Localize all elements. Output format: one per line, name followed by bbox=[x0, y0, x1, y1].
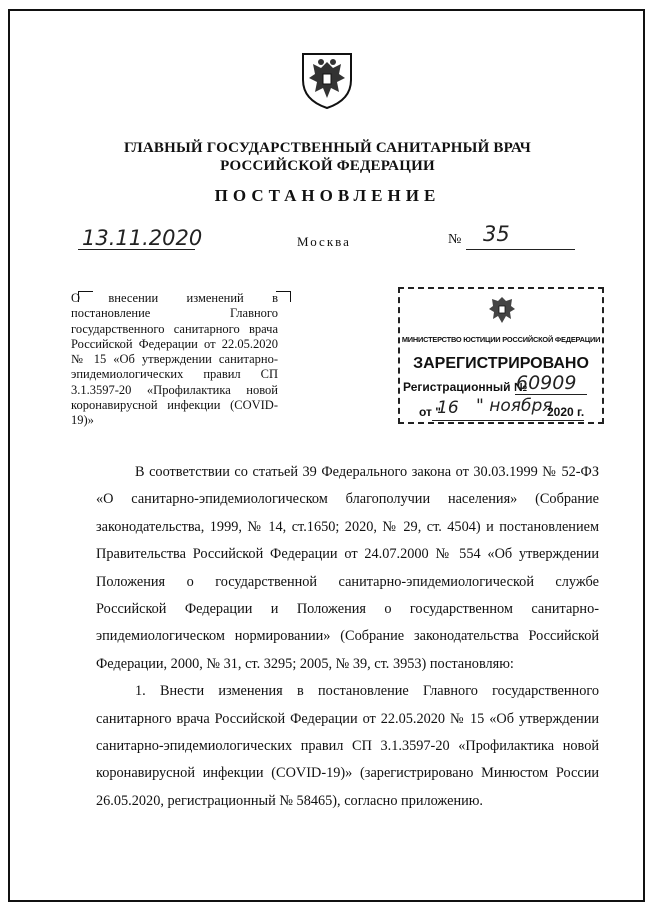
document-subject: О внесении изменений в постановление Главного государственного санитарного врача Российской Федерации от 22.05.2020 № 15 «Об утверждении санитарно-эпидемиологических правил СП 3.1.3597-20 «Профилактика новой коронавирусной инфекции (COVID-19)» bbox=[71, 291, 278, 428]
city: Москва bbox=[297, 234, 351, 249]
stamp-day: 16 bbox=[437, 398, 459, 418]
stamp-from-label: от " bbox=[419, 405, 441, 419]
number-sign: № bbox=[448, 232, 462, 247]
russian-coat-of-arms-icon bbox=[299, 50, 355, 110]
stamp-ministry: МИНИСТЕРСТВО ЮСТИЦИИ РОССИЙСКОЙ ФЕДЕРАЦИИ bbox=[401, 335, 601, 344]
clause-1-paragraph: 1. Внести изменения в постановление Главного государственного санитарного врача Российской Федерации от 22.05.2020 № 15 «Об утверждении санитарно-эпидемиологических правил СП 3.1.3597-20 «Профилактика новой коронавирусной инфекции (COVID-19)» (зарегистрировано Минюстом России 26.05.2020, регистрационный № 58465), согласно приложению. bbox=[96, 683, 599, 809]
stamp-number-underline bbox=[515, 394, 587, 395]
stamp-registered: ЗАРЕГИСТРИРОВАНО bbox=[413, 355, 589, 372]
subject-bracket-right bbox=[276, 291, 291, 302]
handwritten-date: 13.11.2020 bbox=[82, 226, 203, 250]
stamp-coat-of-arms-icon bbox=[486, 293, 518, 329]
document-type: ПОСТАНОВЛЕНИЕ bbox=[214, 186, 441, 205]
stamp-month: " ноября bbox=[476, 396, 553, 416]
date-underline bbox=[78, 249, 195, 250]
number-underline bbox=[466, 249, 575, 250]
stamp-registration-label: Регистрационный № bbox=[403, 380, 528, 394]
document-body bbox=[96, 459, 599, 815]
stamp-date-underline bbox=[432, 420, 584, 421]
handwritten-document-number: 35 bbox=[483, 222, 510, 246]
preamble-paragraph: В соответствии со статьей 39 Федерального закона от 30.03.1999 № 52-ФЗ «О санитарно-эпидемиологическом благополучии населения» (Собрание законодательства, 1999, № 14, ст.1650; 2020, № 29, ст. 4504) и постановлением Правительства Российской Федерации от 24.07.2000 № 554 «Об утверждении Положения о государственной санитарно-эпидемиологической службе Российской Федерации и Положения о государственном санитарно-эпидемиологическом нормировании» (Собрание законодательства Российской Федерации, 2000, № 31, ст. 3295; 2005, № 39, ст. 3953) постановляю: bbox=[96, 464, 599, 672]
stamp-year: 2020 г. bbox=[547, 405, 585, 419]
stamp-registration-number: 60909 bbox=[516, 372, 577, 394]
issuer-title-line2: РОССИЙСКОЙ ФЕДЕРАЦИИ bbox=[220, 158, 435, 174]
issuer-title-line1: ГЛАВНЫЙ ГОСУДАРСТВЕННЫЙ САНИТАРНЫЙ ВРАЧ bbox=[123, 140, 531, 156]
